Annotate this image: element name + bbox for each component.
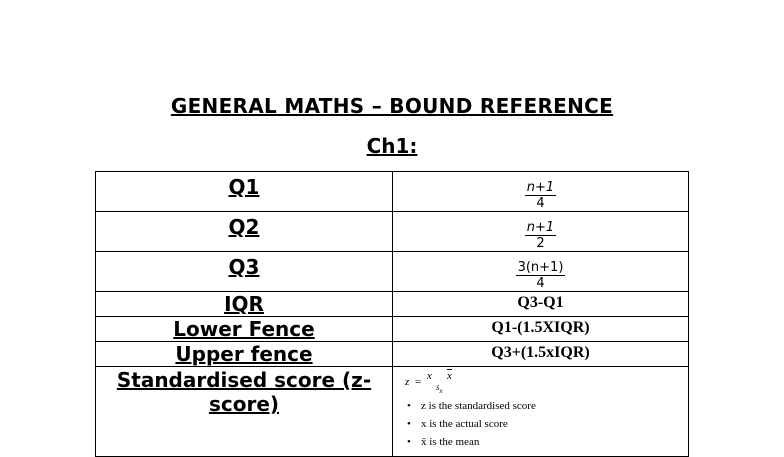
q2-formula-cell — [393, 212, 689, 252]
list-item: • x is the actual score — [405, 415, 688, 433]
lower-fence-formula: Q1-(1.5XIQR) — [393, 317, 689, 342]
table-row — [96, 317, 689, 342]
zscore-cell — [393, 367, 689, 457]
table-row — [96, 342, 689, 367]
fraction-numerator: 3(n+1) — [517, 260, 564, 275]
equals-sign: = — [415, 376, 422, 388]
iqr-formula: Q3-Q1 — [393, 292, 689, 317]
upper-fence-formula: Q3+(1.5xIQR) — [393, 342, 689, 367]
q3-fraction — [516, 260, 566, 291]
row-label-q1: Q1 — [96, 172, 393, 212]
table-row — [96, 212, 689, 252]
list-item: • z is the standardised score — [405, 397, 688, 415]
q1-fraction — [525, 180, 556, 211]
table-row — [96, 292, 689, 317]
xbar-symbol: $\overline{x}$ — [447, 370, 452, 382]
chapter-heading: Ch1: — [366, 134, 418, 158]
list-item: • x̄ is the mean — [405, 433, 688, 451]
zscore-formula — [405, 367, 688, 397]
x-symbol: x — [427, 370, 432, 382]
row-label-lower-fence: Lower Fence — [96, 317, 393, 342]
fraction-denominator: 2 — [536, 236, 545, 251]
fraction-numerator: n+1 — [526, 220, 555, 235]
q3-formula-cell — [393, 252, 689, 292]
table-row — [96, 252, 689, 292]
fraction-numerator: n+1 — [526, 180, 555, 195]
fraction-denominator: 4 — [536, 196, 545, 211]
row-label-upper-fence: Upper fence — [96, 342, 393, 367]
q1-formula-cell — [393, 172, 689, 212]
q2-fraction — [525, 220, 556, 251]
table-row — [96, 367, 689, 457]
row-label-q2: Q2 — [96, 212, 393, 252]
sx-symbol: $s_x$ — [436, 382, 443, 395]
document-title: GENERAL MATHS – BOUND REFERENCE — [170, 94, 614, 118]
row-label-standardised-score: Standardised score (z-score) — [96, 367, 393, 457]
reference-table — [95, 171, 689, 457]
zscore-legend — [405, 397, 688, 451]
table-row — [96, 172, 689, 212]
row-label-q3: Q3 — [96, 252, 393, 292]
fraction-denominator: 4 — [536, 276, 545, 291]
row-label-iqr: IQR — [96, 292, 393, 317]
zscore-definition — [393, 367, 688, 451]
z-symbol: z — [405, 376, 410, 388]
